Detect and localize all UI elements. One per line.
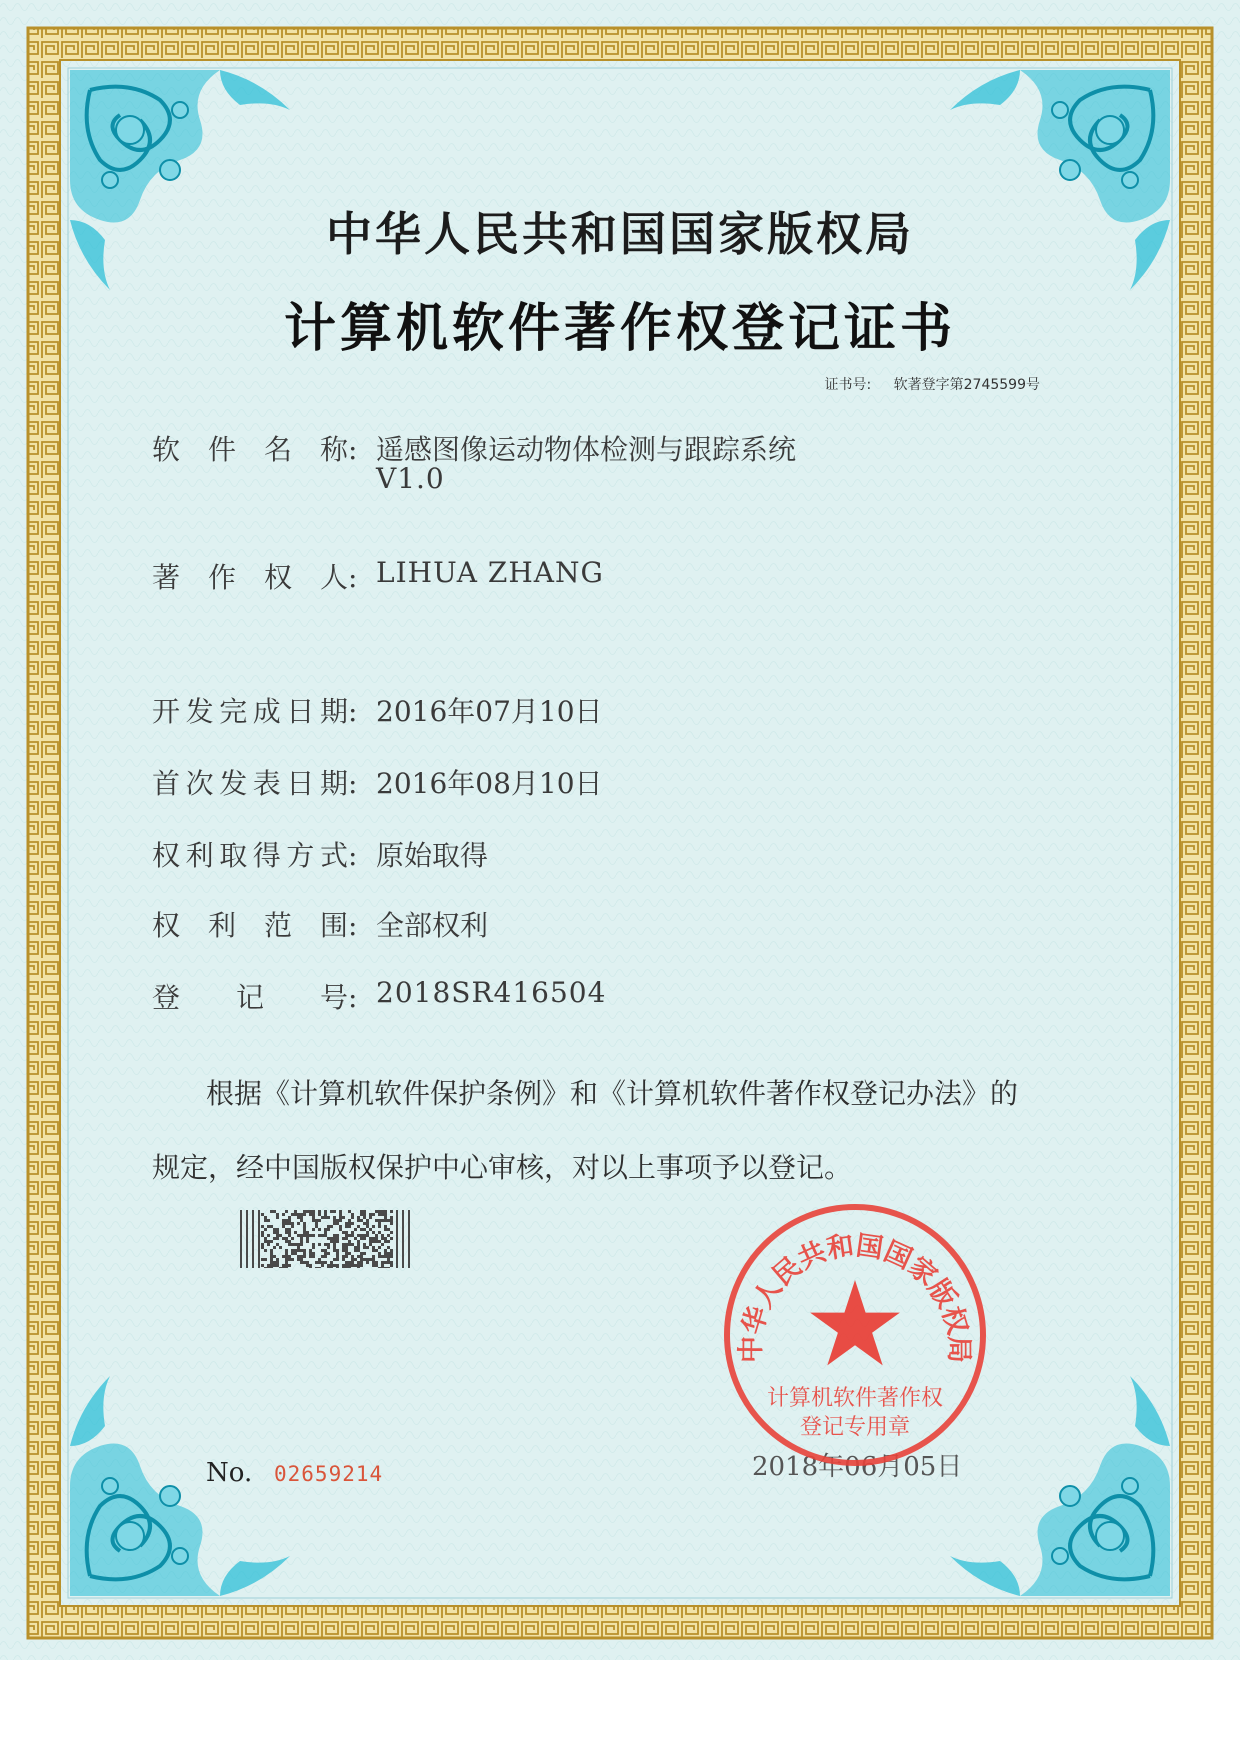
- serial-number-value: 02659214: [274, 1462, 384, 1486]
- barcode-image: [240, 1210, 412, 1268]
- certificate-number: [824, 374, 1040, 394]
- field-owner-value: LIHUA ZHANG: [376, 556, 604, 589]
- seal-inner-line-2: 登记专用章: [799, 1415, 911, 1440]
- serial-number-label: No.: [206, 1458, 253, 1488]
- issuing-authority: 中华人民共和国国家版权局: [326, 207, 914, 261]
- seal-outer-text: 中华人民共和国国家版权局: [735, 1230, 975, 1364]
- field-acquisition-value: 原始取得: [376, 839, 489, 872]
- field-acquisition-label: 权利取得方式:: [152, 839, 358, 872]
- field-owner-label: 著作权人:: [152, 561, 358, 594]
- field-publish-date-label: 首次发表日期:: [152, 767, 358, 800]
- field-publish-date-value: 2016年08月10日: [376, 767, 603, 800]
- statement-line-1: 根据《计算机软件保护条例》和《计算机软件著作权登记办法》的: [206, 1077, 1019, 1110]
- field-software-version-value: V1.0: [376, 462, 445, 495]
- field-scope-label: 权利范围:: [152, 909, 358, 942]
- seal-inner-line-1: 计算机软件著作权: [766, 1386, 944, 1411]
- issue-date: 2018年06月05日: [752, 1452, 963, 1482]
- field-completion-date-value: 2016年07月10日: [376, 695, 603, 728]
- official-seal-stamp: [720, 1200, 990, 1470]
- field-software-name-label: 软件名称:: [152, 433, 358, 466]
- statement-line-2: 规定，经中国版权保护中心审核，对以上事项予以登记。: [152, 1151, 853, 1184]
- certificate-number-value: 软著登字第2745599号: [893, 377, 1040, 393]
- field-completion-date-label: 开发完成日期:: [152, 695, 358, 728]
- certificate-number-label: 证书号:: [824, 377, 872, 393]
- field-registration-number-value: 2018SR416504: [376, 976, 607, 1009]
- field-software-name-value: 遥感图像运动物体检测与跟踪系统: [376, 433, 797, 466]
- field-registration-number-label: 登记号:: [152, 981, 358, 1014]
- field-scope-value: 全部权利: [376, 909, 489, 942]
- certificate-title: 计算机软件著作权登记证书: [283, 299, 956, 359]
- star-icon: [810, 1280, 900, 1365]
